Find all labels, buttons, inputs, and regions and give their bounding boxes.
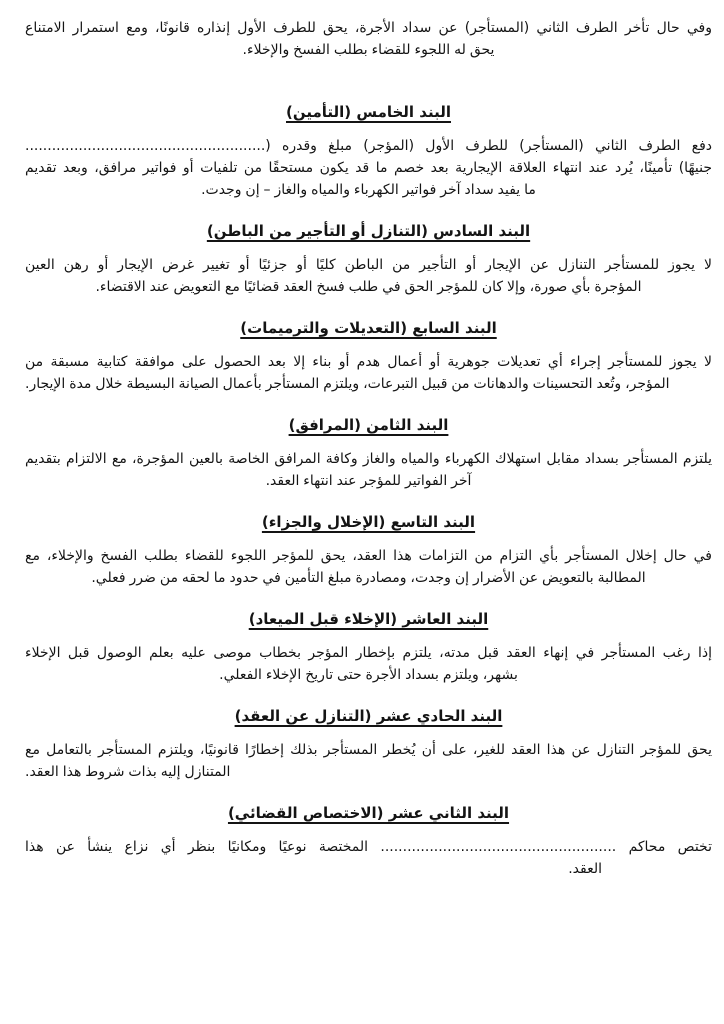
clause-5-heading (25, 101, 712, 123)
text-line: دفع الطرف الثاني (المستأجر) للطرف الأول (المؤجر) مبلغ وقدره (...................................................... (25, 138, 712, 154)
text-line: جنيهًا) تأمينًا، يُرد عند انتهاء العلاقة الإيجارية بعد خصم ما قد يكون مستحقًا من تلفيات أو فواتير مرافق، وبعد تقديم (25, 160, 712, 176)
text-line: وفي حال تأخر الطرف الثاني (المستأجر) عن سداد الأجرة، يحق للطرف الأول إنذاره قانونًا، ومع استمرار الامتناع (25, 20, 712, 36)
clause-7-heading (25, 317, 712, 339)
text-line: المطالبة بالتعويض عن الأضرار إن وجدت، ومصادرة مبلغ التأمين في حدود ما لحقه من ضرر فعلي. (91, 570, 646, 586)
clause-11-heading (25, 705, 712, 727)
clause-12-heading (25, 802, 712, 824)
clause-12-paragraph (25, 836, 712, 880)
clause-5-heading-text: البند الخامس (التأمين) (286, 103, 451, 121)
text-line: ما يفيد سداد آخر فواتير الكهرباء والمياه والغاز – إن وجدت. (201, 182, 536, 198)
text-line: في حال إخلال المستأجر بأي التزام من التزامات هذا العقد، يحق للمؤجر اللجوء للقضاء بطلب الفسخ والإخلاء، مع (25, 548, 712, 564)
clause-9 (25, 511, 712, 589)
text-line: المؤجرة بأي صورة، وإلا كان للمؤجر الحق في طلب فسخ العقد قضائيًا مع التعويض عند الاقتضاء. (95, 279, 642, 295)
text-line: يحق للمؤجر التنازل عن هذا العقد للغير، على أن يُخطر المستأجر بذلك إخطارًا قانونيًا، ويلتزم المستأجر بالتعامل مع (25, 742, 712, 758)
clause-8-heading (25, 414, 712, 436)
clause-6-paragraph (25, 254, 712, 298)
clause-6 (25, 220, 712, 298)
clause-6-heading-text: البند السادس (التنازل أو التأجير من الباطن) (206, 222, 531, 240)
clause-11-heading-text: البند الحادي عشر (التنازل عن العقد) (234, 707, 503, 725)
clause-7-heading-text: البند السابع (التعديلات والترميمات) (240, 319, 497, 337)
clause-11-paragraph (25, 739, 712, 783)
text-line: آخر الفواتير للمؤجر عند انتهاء العقد. (265, 473, 472, 489)
clause-10-heading-text: البند العاشر (الإخلاء قبل الميعاد) (248, 610, 489, 628)
clause-9-heading-text: البند التاسع (الإخلال والجزاء) (261, 513, 476, 531)
text-line: لا يجوز للمستأجر التنازل عن الإيجار أو التأجير من الباطن كليًا أو جزئيًا أو تغيير غرض الإيجار أو رهن العين (25, 257, 712, 273)
clause-9-paragraph (25, 545, 712, 589)
clause-10-heading (25, 608, 712, 630)
clause-11 (25, 705, 712, 783)
text-line: المؤجر، وتُعد التحسينات والدهانات من قبيل التبرعات، ويلتزم المستأجر بأعمال الصيانة البسيطة خلال مدة الإيجار. (25, 376, 670, 392)
text-line: يلتزم المستأجر بسداد مقابل استهلاك الكهرباء والمياه والغاز وكافة المرافق الخاصة بالعين المؤجرة، مع الالتزام بتقديم (25, 451, 712, 467)
clause-8-paragraph (25, 448, 712, 492)
clause-7-paragraph (25, 351, 712, 395)
clause-12-heading-text: البند الثاني عشر (الاختصاص القضائي) (227, 804, 510, 822)
text-line: المتنازل إليه بذات شروط هذا العقد. (25, 764, 231, 780)
text-line: العقد. (568, 861, 602, 877)
clause-5 (25, 101, 712, 201)
clause-5-paragraph (25, 135, 712, 201)
text-line: يحق له اللجوء للقضاء بطلب الفسخ والإخلاء. (242, 42, 495, 58)
clause-12 (25, 802, 712, 880)
clause-6-heading (25, 220, 712, 242)
text-line: لا يجوز للمستأجر إجراء أي تعديلات جوهرية أو أعمال هدم أو بناء إلا بعد الحصول على موافقة كتابية مسبقة من (25, 354, 712, 370)
text-line: إذا رغب المستأجر في إنهاء العقد قبل مدته، يلتزم بإخطار المؤجر بخطاب موصى عليه بعلم الوصول قبل الإخلاء (25, 645, 712, 661)
clause-8-heading-text: البند الثامن (المرافق) (288, 416, 449, 434)
clause-8 (25, 414, 712, 492)
clause-10-paragraph (25, 642, 712, 686)
text-line: بشهر، ويلتزم بسداد الأجرة حتى تاريخ الإخلاء الفعلي. (219, 667, 518, 683)
clause-9-heading (25, 511, 712, 533)
clause-10 (25, 608, 712, 686)
text-line: تختص محاكم ..................................................... المختصة نوعيًا ومكانيًا بنظر أي نزاع ينشأ عن هذا (25, 839, 712, 855)
clause-7 (25, 317, 712, 395)
intro-paragraph (25, 17, 712, 61)
